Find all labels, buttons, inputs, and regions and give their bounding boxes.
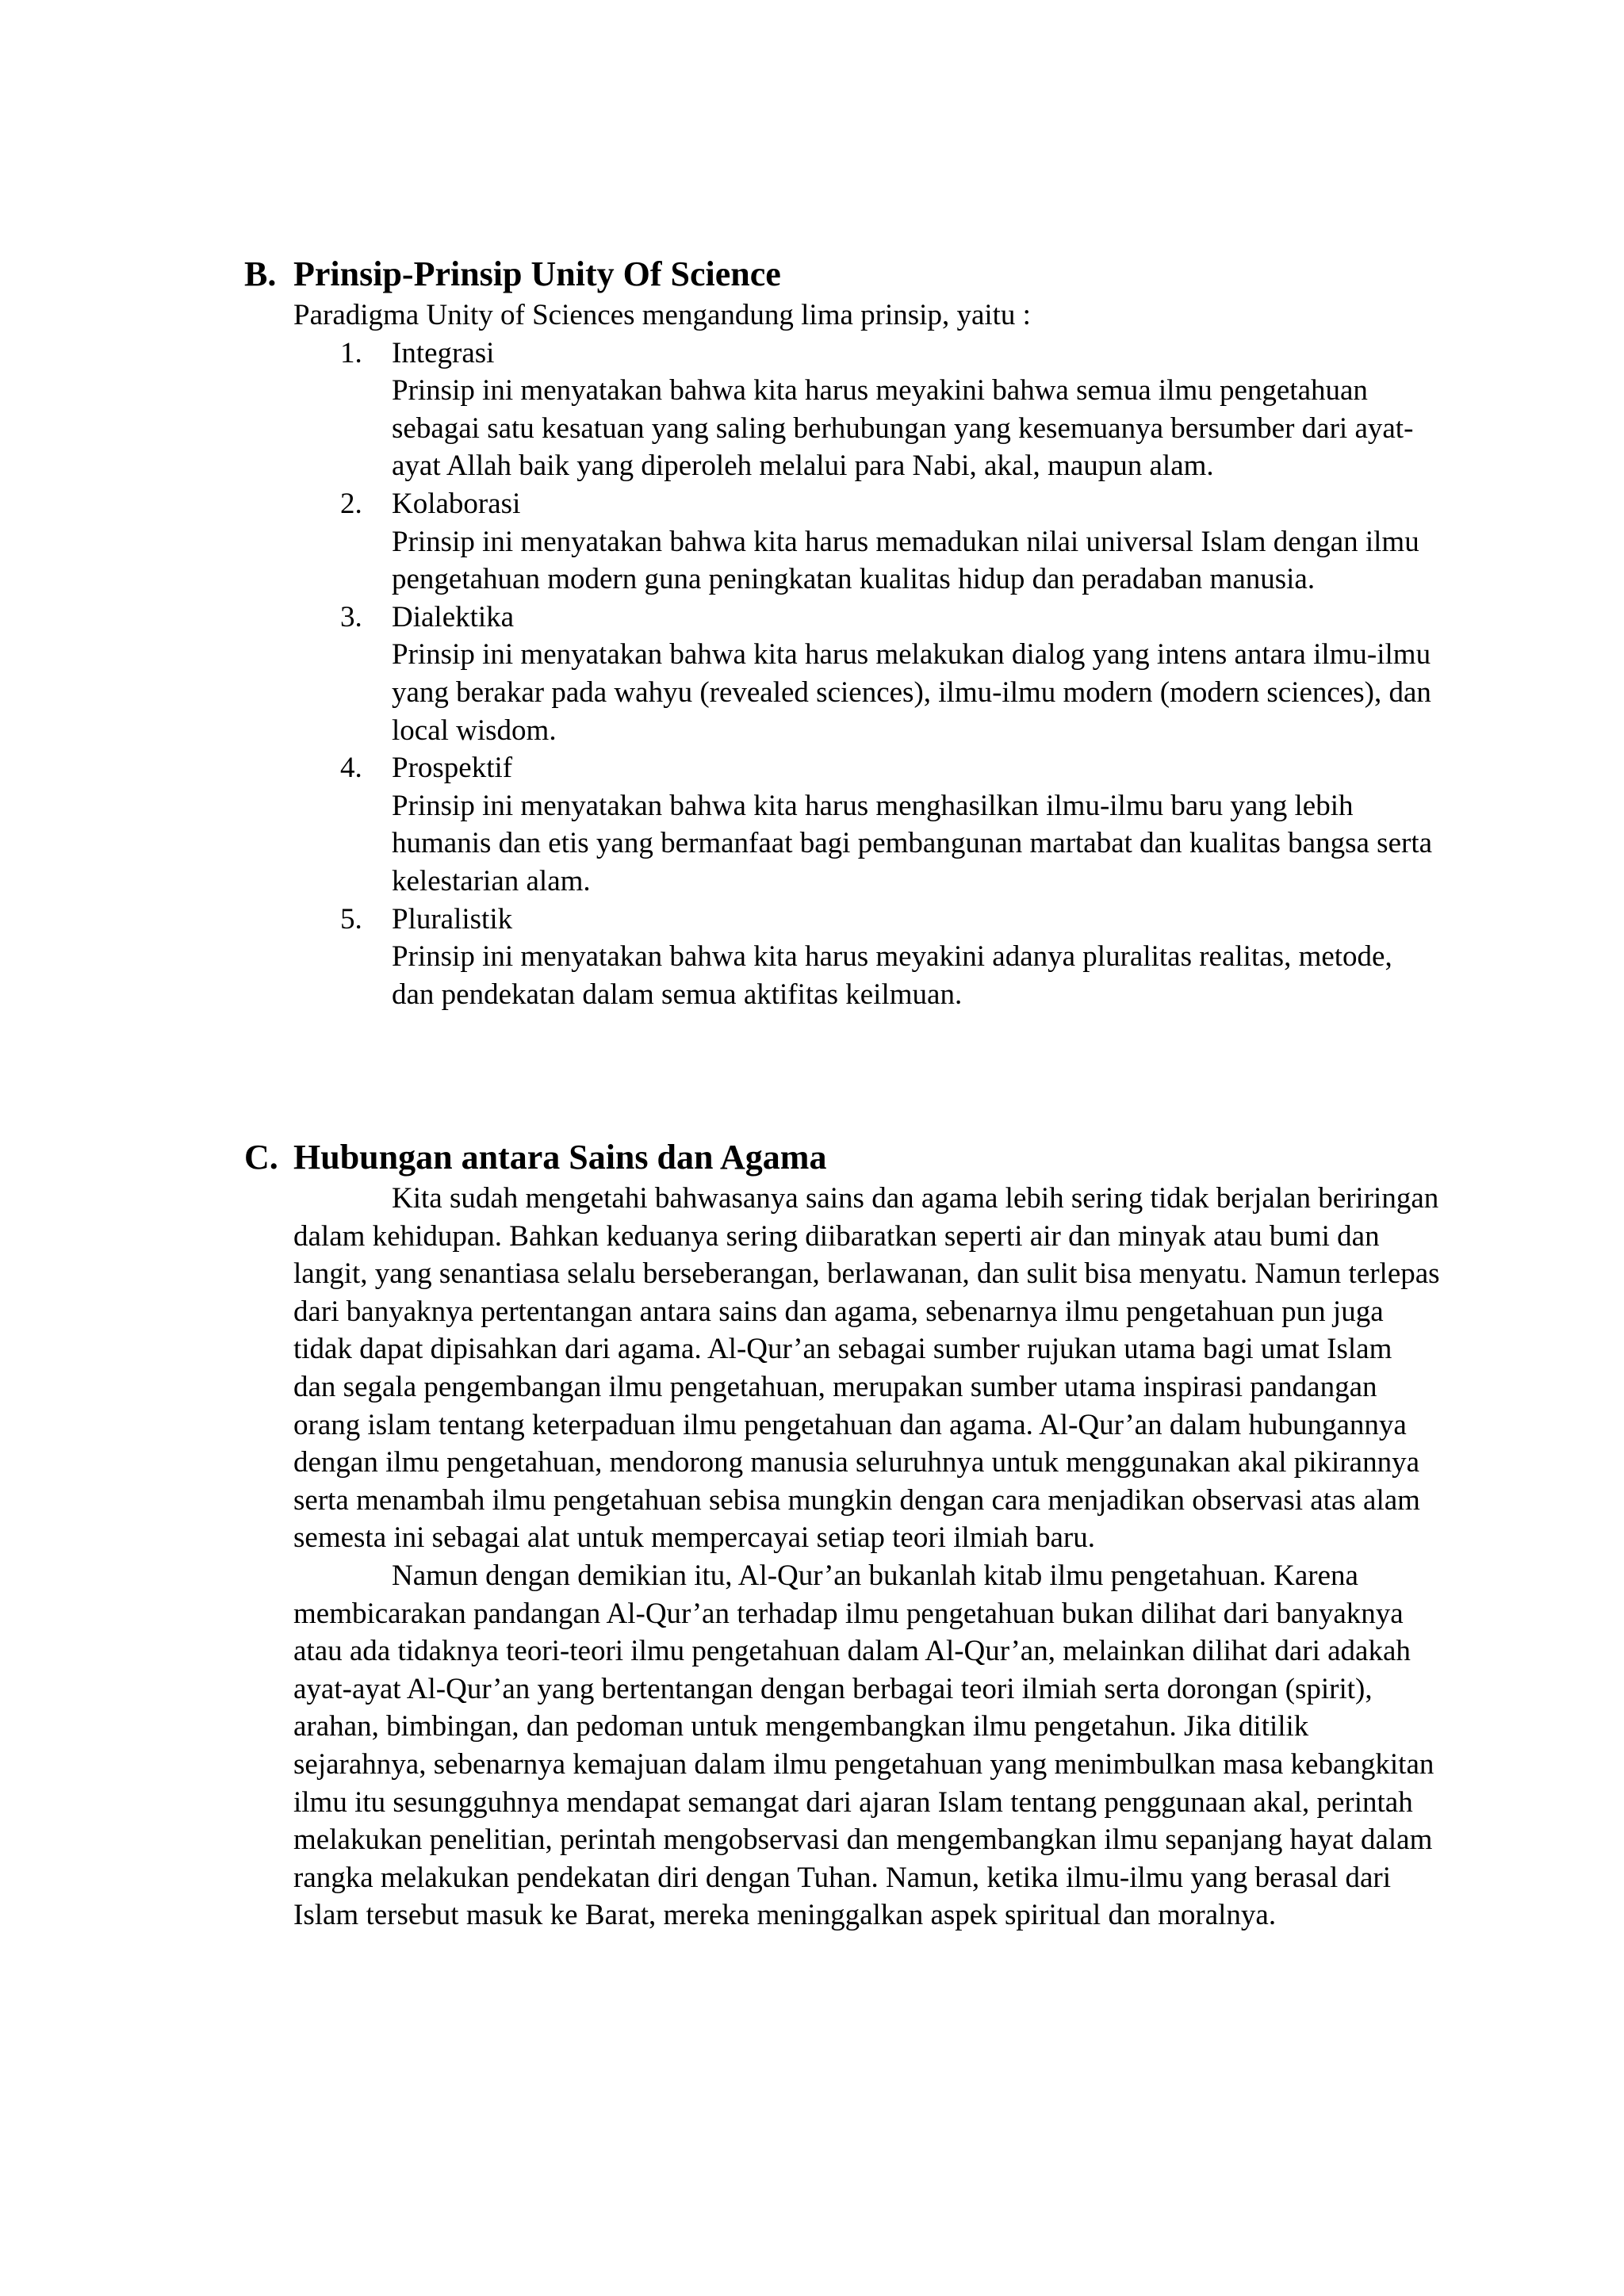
principle-name: Prospektif xyxy=(392,752,513,785)
body-paragraph: Namun dengan demikian itu, Al-Qur’an bukanlah kitab ilmu pengetahuan. Karena membicarakan pandangan Al-Qur’an terhadap ilmu pengetahuan bukan dilihat dari banyaknya atau ada tidaknya teori-teori ilmu pengetahuan dalam Al-Qur’an, melainkan dilihat dari adakah ayat-ayat Al-Qur’an yang bertentangan dengan berbagai teori ilmiah serta dorongan (spirit), arahan, bimbingan, dan pedoman untuk mengembangkan ilmu pengetahun. Jika ditilik sejarahnya, sebenarnya kemajuan dalam ilmu pengetahuan yang menimbulkan masa kebangkitan ilmu itu sesungguhnya mendapat semangat dari ajaran Islam tentang penggunaan akal, perintah melakukan penelitian, perintah mengobservasi dan mengembangkan ilmu sepanjang hayat dalam rangka melakukan pendekatan diri dengan Tuhan. Namun, ketika ilmu-ilmu yang berasal dari Islam tersebut masuk ke Barat, mereka meninggalkan aspek spiritual dan moralnya. xyxy=(293,1559,1434,1932)
section-c xyxy=(244,1135,1442,1934)
principle-item xyxy=(244,749,1442,900)
principle-number: 5. xyxy=(340,902,362,936)
principle-number: 4. xyxy=(340,752,362,785)
principle-description: Prinsip ini menyatakan bahwa kita harus menghasilkan ilmu-ilmu baru yang lebih humanis dan etis yang bermanfaat bagi pembangunan martabat dan kualitas bangsa serta kelestarian alam. xyxy=(392,789,1433,897)
principle-name: Kolaborasi xyxy=(392,487,521,520)
principle-description: Prinsip ini menyatakan bahwa kita harus meyakini adanya pluralitas realitas, metode, dan pendekatan dalam semua aktifitas keilmuan. xyxy=(392,940,1392,1011)
principle-name: Pluralistik xyxy=(392,902,513,936)
principle-name: Dialektika xyxy=(392,600,515,633)
principles-list xyxy=(244,335,1442,1014)
section-title: Prinsip-Prinsip Unity Of Science xyxy=(293,254,781,293)
section-letter: B. xyxy=(244,254,277,293)
principle-item xyxy=(244,485,1442,599)
principle-item xyxy=(244,335,1442,485)
section-heading xyxy=(244,252,1442,297)
principle-number: 1. xyxy=(340,336,362,369)
principle-item xyxy=(244,599,1442,749)
principle-number: 2. xyxy=(340,487,362,520)
section-title: Hubungan antara Sains dan Agama xyxy=(293,1138,827,1177)
section-intro: Paradigma Unity of Sciences mengandung lima prinsip, yaitu : xyxy=(293,299,1031,331)
body-paragraph: Kita sudah mengetahi bahwasanya sains dan agama lebih sering tidak berjalan beriringan dalam kehidupan. Bahkan keduanya sering diibaratkan seperti air dan minyak atau bumi dan langit, yang senantiasa selalu berseberangan, berlawanan, dan sulit bisa menyatu. Namun terlepas dari banyaknya pertentangan antara sains dan agama, sebenarnya ilmu pengetahuan pun juga tidak dapat dipisahkan dari agama. Al-Qur’an sebagai sumber rujukan utama bagi umat Islam dan segala pengembangan ilmu pengetahuan, merupakan sumber utama inspirasi pandangan orang islam tentang keterpaduan ilmu pengetahuan dan agama. Al-Qur’an dalam hubungannya dengan ilmu pengetahuan, mendorong manusia seluruhnya untuk menggunakan akal pikirannya serta menambah ilmu pengetahuan sebisa mungkin dengan cara menjadikan observasi atas alam semesta ini sebagai alat untuk mempercayai setiap teori ilmiah baru. xyxy=(293,1182,1440,1555)
principle-name: Integrasi xyxy=(392,336,495,369)
principle-description: Prinsip ini menyatakan bahwa kita harus memadukan nilai universal Islam dengan ilmu pengetahuan modern guna peningkatan kualitas hidup dan peradaban manusia. xyxy=(392,525,1419,596)
section-b xyxy=(244,252,1442,1013)
principle-item xyxy=(244,901,1442,1014)
principle-description: Prinsip ini menyatakan bahwa kita harus meyakini bahwa semua ilmu pengetahuan sebagai satu kesatuan yang saling berhubungan yang kesemuanya bersumber dari ayat-ayat Allah baik yang diperoleh melalui para Nabi, akal, maupun alam. xyxy=(392,374,1414,483)
section-heading xyxy=(244,1135,1442,1180)
principle-number: 3. xyxy=(340,600,362,633)
section-letter: C. xyxy=(244,1138,278,1177)
principle-description: Prinsip ini menyatakan bahwa kita harus melakukan dialog yang intens antara ilmu-ilmu yang berakar pada wahyu (revealed sciences), ilmu-ilmu modern (modern sciences), dan local wisdom. xyxy=(392,638,1431,747)
